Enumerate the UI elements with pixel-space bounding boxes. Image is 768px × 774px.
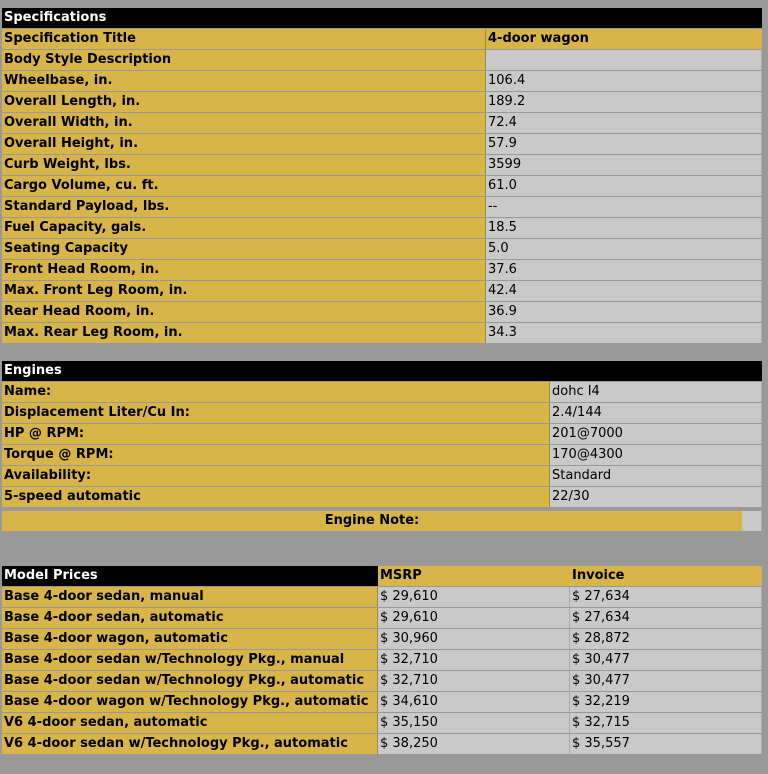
spec-label: Seating Capacity	[2, 239, 486, 259]
spec-label: Wheelbase, in.	[2, 71, 486, 91]
spec-value: 189.2	[486, 92, 762, 112]
engine-label: 5-speed automatic	[2, 487, 550, 507]
spec-label: Body Style Description	[2, 50, 486, 70]
table-row	[2, 92, 762, 112]
engine-label: Availability:	[2, 466, 550, 486]
table-row	[2, 629, 762, 649]
engine-value: 201@7000	[550, 424, 762, 444]
msrp-value: $ 38,250	[378, 734, 570, 754]
page	[2, 0, 762, 755]
msrp-header: MSRP	[378, 566, 570, 586]
engine-note-row	[2, 511, 762, 531]
invoice-value: $ 32,715	[570, 713, 762, 733]
table-row	[2, 71, 762, 91]
engine-label: Name:	[2, 382, 550, 402]
table-row	[2, 445, 762, 465]
msrp-value: $ 29,610	[378, 608, 570, 628]
spec-label: Overall Length, in.	[2, 92, 486, 112]
prices-table	[2, 565, 762, 755]
spec-label: Rear Head Room, in.	[2, 302, 486, 322]
invoice-value: $ 32,219	[570, 692, 762, 712]
table-row	[2, 155, 762, 175]
invoice-value: $ 30,477	[570, 650, 762, 670]
invoice-value: $ 28,872	[570, 629, 762, 649]
spec-value: 57.9	[486, 134, 762, 154]
table-row	[2, 239, 762, 259]
spec-value	[486, 50, 762, 70]
table-row	[2, 713, 762, 733]
model-name: V6 4-door sedan, automatic	[2, 713, 378, 733]
engine-value: 2.4/144	[550, 403, 762, 423]
spec-value: 42.4	[486, 281, 762, 301]
engine-note-table	[2, 510, 762, 532]
table-row	[2, 218, 762, 238]
table-row	[2, 466, 762, 486]
spec-value: 61.0	[486, 176, 762, 196]
spec-label: Cargo Volume, cu. ft.	[2, 176, 486, 196]
engines-table	[2, 360, 762, 508]
model-name: Base 4-door wagon w/Technology Pkg., automatic	[2, 692, 378, 712]
spec-value: 36.9	[486, 302, 762, 322]
msrp-value: $ 29,610	[378, 587, 570, 607]
engine-label: HP @ RPM:	[2, 424, 550, 444]
table-row	[2, 608, 762, 628]
table-row	[2, 587, 762, 607]
spec-value: 34.3	[486, 323, 762, 343]
engine-note-value	[742, 511, 762, 531]
msrp-value: $ 34,610	[378, 692, 570, 712]
table-row	[2, 197, 762, 217]
engines-header: Engines	[2, 361, 762, 381]
table-row	[2, 692, 762, 712]
table-row	[2, 382, 762, 402]
engine-label: Torque @ RPM:	[2, 445, 550, 465]
spec-value: --	[486, 197, 762, 217]
table-row	[2, 281, 762, 301]
model-name: Base 4-door sedan, automatic	[2, 608, 378, 628]
spec-label: Standard Payload, lbs.	[2, 197, 486, 217]
invoice-value: $ 27,634	[570, 587, 762, 607]
table-row	[2, 323, 762, 343]
spec-label: Overall Height, in.	[2, 134, 486, 154]
model-name: Base 4-door wagon, automatic	[2, 629, 378, 649]
spec-label: Overall Width, in.	[2, 113, 486, 133]
spec-label: Curb Weight, lbs.	[2, 155, 486, 175]
specifications-header: Specifications	[2, 8, 762, 28]
model-name: Base 4-door sedan, manual	[2, 587, 378, 607]
spec-value: 5.0	[486, 239, 762, 259]
table-row	[2, 650, 762, 670]
engine-value: Standard	[550, 466, 762, 486]
spec-value: 72.4	[486, 113, 762, 133]
msrp-value: $ 35,150	[378, 713, 570, 733]
spec-label: Front Head Room, in.	[2, 260, 486, 280]
spec-title-value: 4-door wagon	[486, 29, 762, 49]
table-row	[2, 734, 762, 754]
table-row	[2, 113, 762, 133]
spec-label: Max. Rear Leg Room, in.	[2, 323, 486, 343]
engine-note-label: Engine Note:	[2, 511, 742, 531]
model-name: V6 4-door sedan w/Technology Pkg., automatic	[2, 734, 378, 754]
engine-value: dohc I4	[550, 382, 762, 402]
spec-label: Fuel Capacity, gals.	[2, 218, 486, 238]
msrp-value: $ 32,710	[378, 671, 570, 691]
invoice-header: Invoice	[570, 566, 762, 586]
msrp-value: $ 32,710	[378, 650, 570, 670]
table-row	[2, 260, 762, 280]
model-name: Base 4-door sedan w/Technology Pkg., manual	[2, 650, 378, 670]
engine-value: 170@4300	[550, 445, 762, 465]
invoice-value: $ 30,477	[570, 671, 762, 691]
model-name: Base 4-door sedan w/Technology Pkg., automatic	[2, 671, 378, 691]
table-row	[2, 176, 762, 196]
table-row	[2, 134, 762, 154]
table-row	[2, 50, 762, 70]
invoice-value: $ 27,634	[570, 608, 762, 628]
invoice-value: $ 35,557	[570, 734, 762, 754]
msrp-value: $ 30,960	[378, 629, 570, 649]
table-row	[2, 403, 762, 423]
table-row	[2, 487, 762, 507]
specifications-table	[2, 7, 762, 344]
spec-value: 37.6	[486, 260, 762, 280]
engine-label: Displacement Liter/Cu In:	[2, 403, 550, 423]
engine-value: 22/30	[550, 487, 762, 507]
table-row	[2, 671, 762, 691]
table-row	[2, 302, 762, 322]
prices-header-row	[2, 566, 762, 586]
spec-value: 18.5	[486, 218, 762, 238]
spec-value: 106.4	[486, 71, 762, 91]
prices-header: Model Prices	[2, 566, 378, 586]
table-row	[2, 424, 762, 444]
spec-value: 3599	[486, 155, 762, 175]
spec-title-label: Specification Title	[2, 29, 486, 49]
spec-label: Max. Front Leg Room, in.	[2, 281, 486, 301]
table-row	[2, 29, 762, 49]
